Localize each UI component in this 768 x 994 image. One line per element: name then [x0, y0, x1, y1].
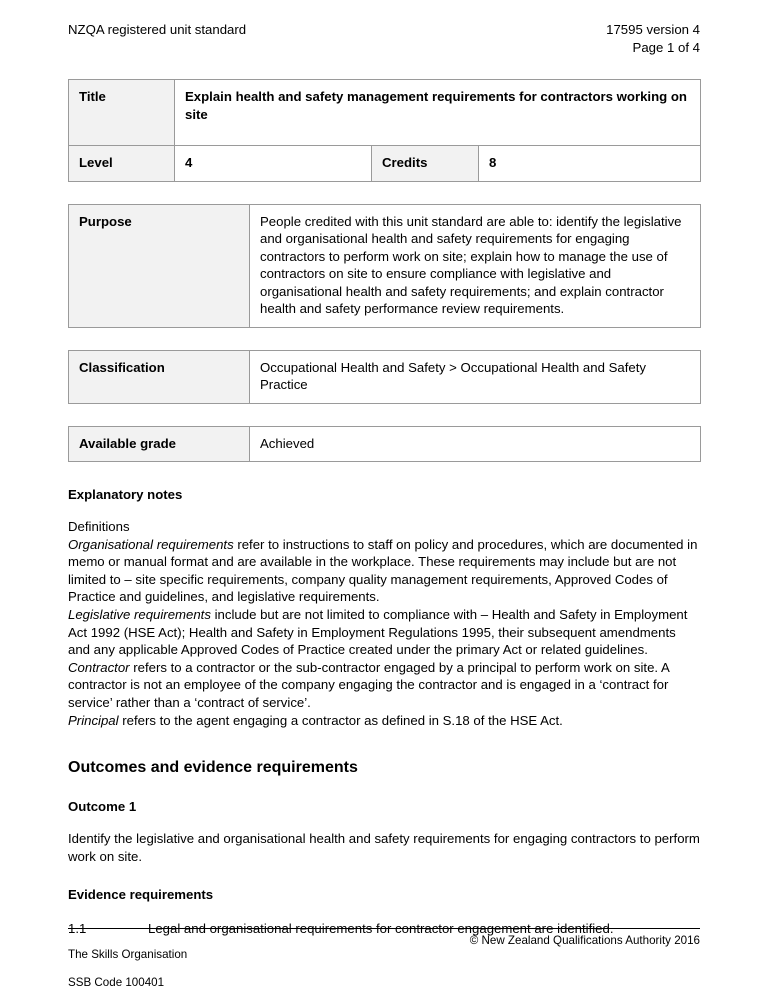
definition-text: include but are not limited to compliance with – Health and Safety in Employment Act 1992 (HSE Act); Health and Safety in Employment Regulations 1995, their subsequent amendments and any applicable Approved Codes of Practice created under the primary Act or related guidelines. — [68, 606, 688, 658]
level-value: 4 — [175, 146, 372, 182]
outcomes-heading: Outcomes and evidence requirements — [68, 759, 358, 777]
definition-principal — [68, 712, 700, 730]
table-row-classification — [69, 350, 701, 403]
definition-term: Legislative requirements — [68, 606, 211, 622]
table-row-available-grade — [69, 426, 701, 462]
table-row-purpose — [69, 204, 701, 327]
definition-organisational-requirements — [68, 536, 700, 606]
header-title: NZQA registered unit standard — [68, 22, 247, 37]
available-grade-value: Achieved — [250, 426, 701, 462]
definition-term: Principal — [68, 712, 119, 728]
available-grade-label: Available grade — [69, 426, 250, 462]
outcome-1-label: Outcome 1 — [68, 799, 137, 815]
definition-contractor — [68, 659, 700, 712]
title-value: Explain health and safety management requirements for contractors working on site — [175, 80, 701, 146]
classification-label: Classification — [69, 350, 250, 403]
table-row-title — [69, 80, 701, 146]
credits-label: Credits — [372, 146, 479, 182]
standard-id: 17595 version 4 — [606, 22, 700, 37]
definition-term: Contractor — [68, 659, 130, 675]
title-label: Title — [69, 80, 175, 146]
definitions-block — [68, 518, 700, 729]
footer-columns — [68, 929, 700, 994]
evidence-text: Legal and organisational requirements for contractor engagement are identified. — [148, 921, 614, 937]
title-level-table — [68, 79, 701, 182]
document-content — [68, 0, 700, 938]
purpose-table — [68, 204, 701, 328]
footer-copyright: © New Zealand Qualifications Authority 2016 — [469, 934, 700, 947]
header-meta — [606, 21, 700, 57]
definition-term: Organisational requirements — [68, 536, 234, 552]
footer-left — [68, 934, 187, 994]
level-label: Level — [69, 146, 175, 182]
footer-organisation: The Skills Organisation — [68, 948, 188, 961]
document-header — [68, 0, 700, 57]
classification-table — [68, 350, 701, 404]
page-number: Page 1 of 4 — [632, 40, 700, 55]
purpose-label: Purpose — [69, 204, 250, 327]
evidence-number: 1.1 — [68, 921, 87, 937]
document-footer — [68, 928, 700, 994]
definitions-label: Definitions — [68, 519, 130, 534]
classification-value: Occupational Health and Safety > Occupational Health and Safety Practice — [250, 350, 701, 403]
table-row-level — [69, 146, 701, 182]
available-grade-table — [68, 426, 701, 463]
explanatory-notes-heading: Explanatory notes — [68, 487, 183, 502]
credits-value: 8 — [479, 146, 701, 182]
definition-text: refers to the agent engaging a contractor as defined in S.18 of the HSE Act. — [118, 712, 563, 728]
definition-legislative-requirements — [68, 606, 700, 659]
footer-ssb-code: SSB Code 100401 — [68, 976, 165, 989]
definition-text: refers to a contractor or the sub-contractor engaged by a principal to perform work on site. A contractor is not an employee of the company engaging the contractor and is engaged in a ‘contract for service’ rather than a ‘contract of service’. — [68, 659, 670, 710]
outcome-1-text: Identify the legislative and organisational health and safety requirements for engaging contractors to perform work on site. — [68, 831, 700, 864]
evidence-requirements-heading: Evidence requirements — [68, 887, 214, 903]
definition-text: refer to instructions to staff on policy and procedures, which are documented in memo or manual format and are available in the workplace. These requirements may include but are not limited to – site specific requirements, company quality management requirements, Approved Codes of Practice and guidelines, and legislative requirements. — [68, 536, 698, 605]
purpose-value: People credited with this unit standard are able to: identify the legislative and organisational health and safety requirements for engaging contractors to perform work on site; explain how to manage the use of contractors on site to ensure compliance with legislative and organisational health and safety requirements; and explain contractor health and safety performance review requirements. — [250, 204, 701, 327]
